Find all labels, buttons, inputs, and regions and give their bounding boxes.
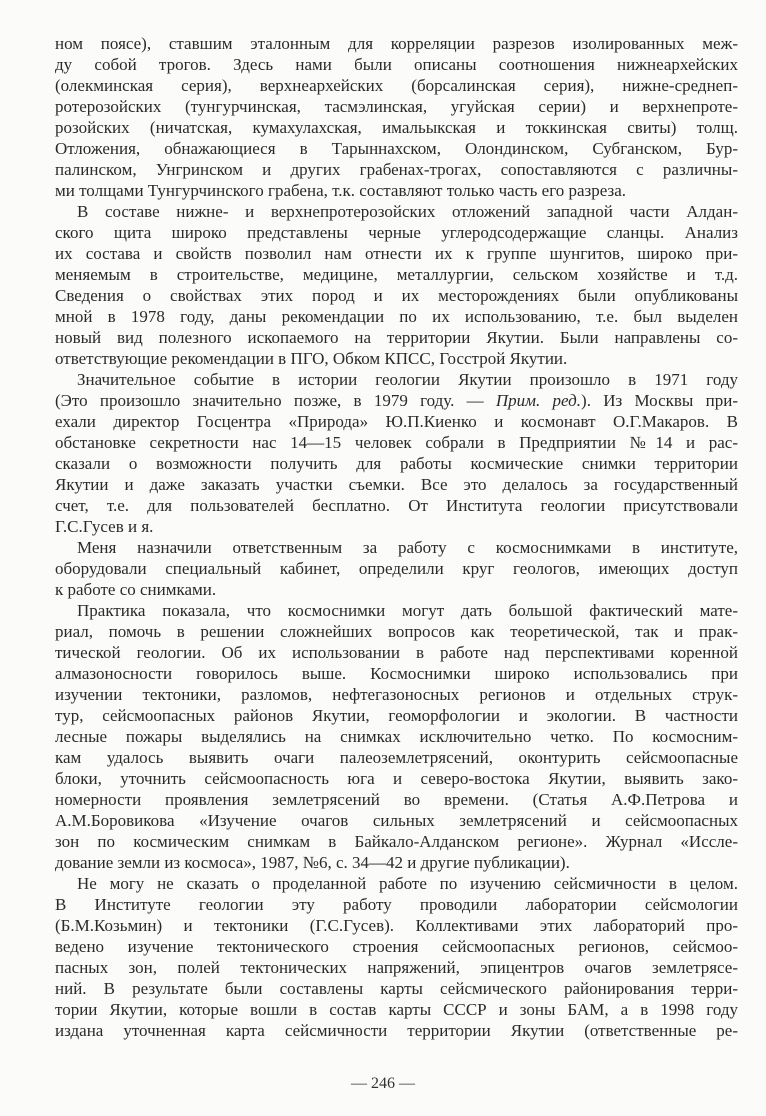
text-line: дование земли из космоса», 1987, №6, с. 34—42 и другие публикации).	[55, 853, 570, 872]
paragraph	[55, 369, 738, 537]
text-line: зон по космическим снимкам в Байкало-Алданском регионе». Журнал «Иссле-	[55, 832, 738, 851]
paragraph	[55, 537, 738, 600]
text-line: В составе нижне- и верхнепротерозойских отложений западной части Алдан-	[77, 202, 738, 221]
text-line: ду собой трогов. Здесь нами были описаны соотношения нижнеархейских	[55, 55, 738, 74]
text-line	[55, 390, 738, 411]
text-line: ном поясе), ставшим эталонным для корреляции разрезов изолированных меж-	[55, 34, 738, 53]
text-line: В Институте геологии эту работу проводили лаборатории сейсмологии	[55, 895, 738, 914]
text-line: номерности проявления землетрясений во времени. (Статья А.Ф.Петрова и	[55, 790, 738, 809]
text-line: лесные пожары выделялись на снимках исключительно четко. По космосним-	[55, 727, 738, 746]
text-line: издана уточненная карта сейсмичности территории Якутии (ответственные ре-	[55, 1021, 738, 1040]
text-line: их состава и свойств позволил нам отнести их к группе шунгитов, широко при-	[55, 244, 738, 263]
text-line: ний. В результате были составлены карты сейсмического районирования терри-	[55, 979, 738, 998]
text-line: ехали директор Госцентра «Природа» Ю.П.Киенко и космонавт О.Г.Макаров. В	[55, 412, 738, 431]
text-line: счет, т.е. для пользователей бесплатно. От Института геологии присутствовали	[55, 496, 738, 515]
text-line: Не могу не сказать о проделанной работе по изучению сейсмичности в целом.	[77, 874, 738, 893]
text-line: Практика показала, что космоснимки могут дать большой фактический мате-	[77, 601, 738, 620]
text-line: ми толщами Тунгурчинского грабена, т.к. составляют только часть его разреза.	[55, 181, 627, 200]
text-line: (олекминская серия), верхнеархейских (борсалинская серия), нижне-среднеп-	[55, 76, 738, 95]
text-span: ). Из Москвы при-	[581, 391, 738, 410]
text-line: блоки, уточнить сейсмоопасность юга и северо-востока Якутии, выявить зако-	[55, 769, 738, 788]
text-line: ведено изучение тектонического строения сейсмоопасных регионов, сейсмоо-	[55, 937, 738, 956]
text-line: розойских (ничатская, кумахулахская, имальыкская и токкинская свиты) толщ.	[55, 118, 738, 137]
text-line: к работе со снимками.	[55, 580, 217, 599]
text-line: изучении тектоники, разломов, нефтегазоносных регионов и отдельных струк-	[55, 685, 738, 704]
text-line: ответствующие рекомендации в ПГО, Обком КПСС, Госстрой Якутии.	[55, 349, 568, 368]
text-line: Отложения, обнажающиеся в Тарыннахском, Олондинском, Субганском, Бур-	[55, 139, 738, 158]
paragraph	[55, 873, 738, 1041]
editor-note: Прим. ред.	[495, 391, 582, 410]
text-line: ского щита широко представлены черные углеродсодержащие сланцы. Анализ	[55, 223, 738, 242]
text-span: (Это произошло значительно позже, в 1979 году. —	[55, 391, 496, 410]
text-line: мной в 1978 году, даны рекомендации по их использованию, т.е. был выделен	[55, 307, 738, 326]
paragraph	[55, 33, 738, 201]
text-line: ротерозойских (тунгурчинская, тасмэлинская, угуйская серии) и верхнепроте-	[55, 97, 738, 116]
text-line: палинском, Унгринском и других грабенах-трогах, сопоставляются с различны-	[55, 160, 738, 179]
text-line: Значительное событие в истории геологии Якутии произошло в 1971 году	[77, 370, 738, 389]
text-line: тической геологии. Об их использовании в работе над перспективами коренной	[55, 643, 738, 662]
text-line: обстановке секретности нас 14—15 человек собрали в Предприятии №14 и рас-	[55, 433, 738, 452]
page-body-text	[55, 33, 738, 1041]
text-line: риал, помочь в решении сложнейших вопросов как теоретической, так и прак-	[55, 622, 738, 641]
text-line: Сведения о свойствах этих пород и их месторождениях были опубликованы	[55, 286, 738, 305]
text-line: новый вид полезного ископаемого на территории Якутии. Были направлены со-	[55, 328, 738, 347]
text-line: оборудовали специальный кабинет, определили круг геологов, имеющих доступ	[55, 559, 738, 578]
paragraph	[55, 600, 738, 873]
paragraph	[55, 201, 738, 369]
text-line: пасных зон, полей тектонических напряжений, эпицентров очагов землетрясе-	[55, 958, 738, 977]
page-number: — 246 —	[351, 1075, 415, 1092]
text-line: тории Якутии, которые вошли в состав карты СССР и зоны БАМ, а в 1998 году	[55, 1000, 738, 1019]
text-line: сказали о возможности получить для работы космические снимки территории	[55, 454, 738, 473]
text-line: Якутии и даже заказать участки съемки. Все это делалось за государственный	[55, 475, 738, 494]
text-line: алмазоносности говорилось выше. Космоснимки широко использовались при	[55, 664, 738, 683]
text-line: (Б.М.Козьмин) и тектоники (Г.С.Гусев). Коллективами этих лабораторий про-	[55, 916, 738, 935]
text-line: Г.С.Гусев и я.	[55, 517, 154, 536]
text-line: кам удалось выявить очаги палеоземлетрясений, оконтурить сейсмоопасные	[55, 748, 738, 767]
text-line: меняемым в строительстве, медицине, металлургии, сельском хозяйстве и т.д.	[55, 265, 738, 284]
text-line: Меня назначили ответственным за работу с космоснимками в институте,	[77, 538, 738, 557]
text-line: тур, сейсмоопасных районов Якутии, геоморфологии и экологии. В частности	[55, 706, 738, 725]
text-line: А.М.Боровикова «Изучение очагов сильных землетрясений и сейсмоопасных	[55, 811, 738, 830]
